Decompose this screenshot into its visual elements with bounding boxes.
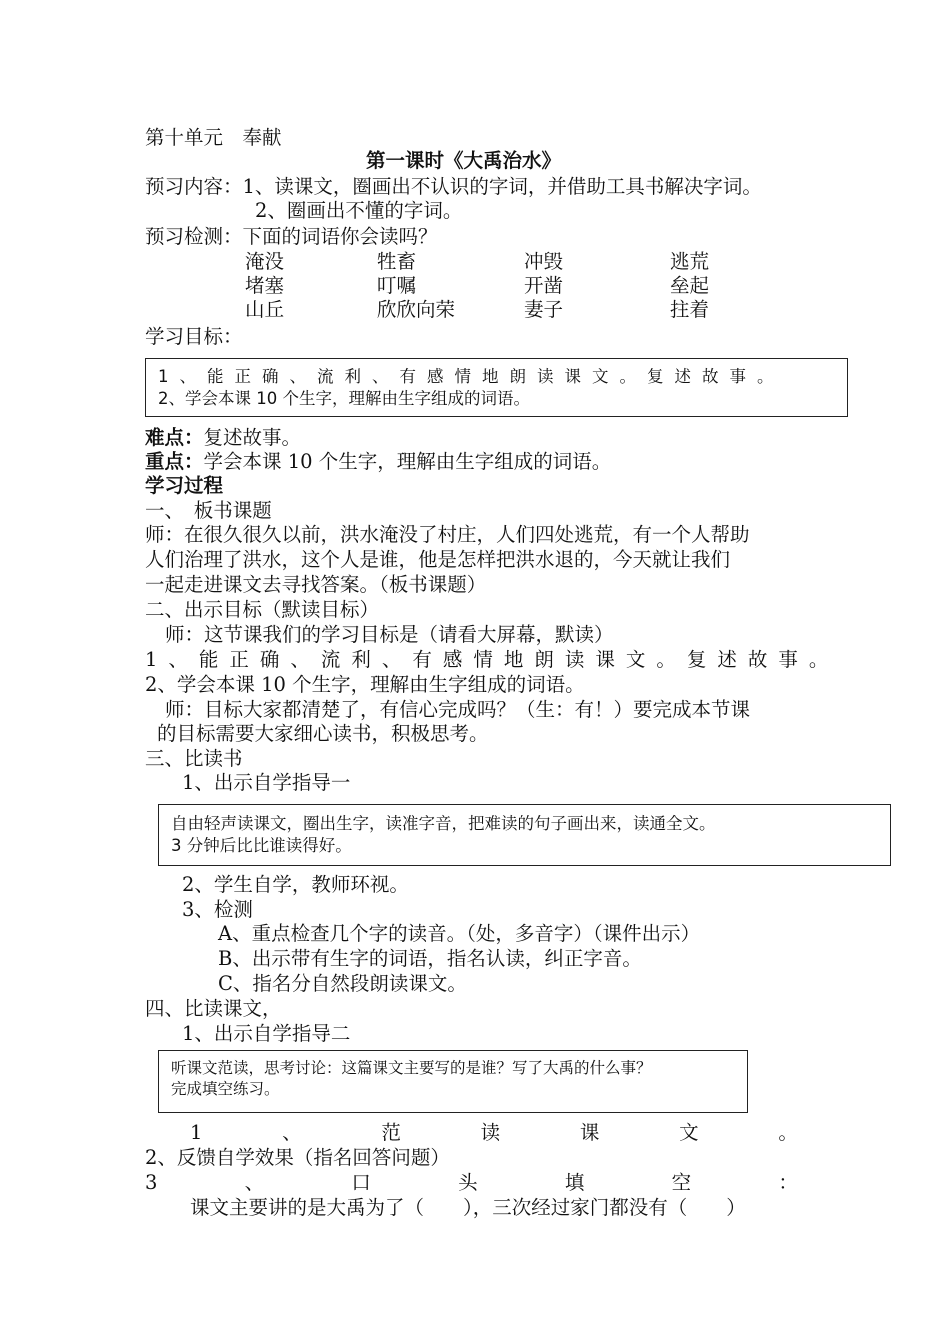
spread-char: 文 bbox=[679, 1121, 699, 1144]
spread-line-fill-blank bbox=[145, 1171, 798, 1195]
goals-box bbox=[145, 358, 848, 417]
goal-line: 2、学会本课 10 个生字，理解由生字组成的词语。 bbox=[145, 673, 585, 696]
paragraph-line: 师：目标大家都清楚了，有信心完成吗？（生：有！）要完成本节课 bbox=[165, 698, 751, 721]
difficulty-label: 难点： bbox=[145, 426, 204, 449]
fill-blank-sentence: 课文主要讲的是大禹为了（ ），三次经过家门都没有（ ） bbox=[190, 1196, 746, 1219]
spread-char: 口 bbox=[351, 1171, 371, 1194]
word-cell: 垒起 bbox=[670, 274, 710, 297]
spread-char: 填 bbox=[564, 1171, 585, 1194]
guide-1-line-1: 自由轻声读课文，圈出生字，读准字音，把难读的句子画出来，读通全文。 bbox=[171, 814, 716, 833]
spread-char: 空 bbox=[671, 1171, 692, 1194]
section-heading: 一、 板书课题 bbox=[145, 499, 272, 522]
goals-box-line-2: 2、学会本课 10 个生字，理解由生字组成的词语。 bbox=[158, 389, 530, 408]
word-cell: 叮嘱 bbox=[377, 274, 417, 297]
check-item: B、出示带有生字的词语，指名认读，纠正字音。 bbox=[218, 947, 642, 970]
unit-title: 第十单元 奉献 bbox=[145, 126, 282, 149]
word-cell: 山丘 bbox=[245, 298, 285, 321]
sub-heading: 2、反馈自学效果（指名回答问题） bbox=[145, 1146, 450, 1169]
word-cell: 淹没 bbox=[245, 250, 285, 273]
goals-label: 学习目标： bbox=[145, 325, 243, 348]
goal-line: 1、能正确、流利、有感情地朗读课文。复述故事。 bbox=[145, 648, 840, 671]
check-item: A、重点检查几个字的读音。（处，多音字）（课件出示） bbox=[218, 922, 701, 945]
word-cell: 冲毁 bbox=[524, 250, 564, 273]
guide-1-line-2: 3 分钟后比比谁读得好。 bbox=[171, 836, 352, 855]
key-point-text: 学会本课 10 个生字，理解由生字组成的词语。 bbox=[203, 450, 612, 473]
word-cell: 开凿 bbox=[524, 274, 564, 297]
spread-line-read-aloud bbox=[190, 1121, 798, 1145]
spread-char: 1 bbox=[190, 1121, 203, 1144]
spread-char: 范 bbox=[381, 1121, 401, 1144]
self-study-guide-2-box bbox=[158, 1050, 748, 1113]
preview-content-2: 2、圈画出不懂的字词。 bbox=[255, 199, 463, 222]
check-item: C、指名分自然段朗读课文。 bbox=[218, 972, 467, 995]
spread-char: 、 bbox=[282, 1121, 302, 1144]
key-point-label: 重点： bbox=[145, 450, 204, 473]
spread-char: 。 bbox=[778, 1121, 798, 1144]
spread-char: 3 bbox=[145, 1171, 158, 1194]
spread-char: 头 bbox=[458, 1171, 478, 1194]
sub-heading: 1、出示自学指导一 bbox=[182, 771, 351, 794]
key-point-line bbox=[145, 450, 611, 474]
guide-2-line-1: 听课文范读，思考讨论：这篇课文主要写的是谁？写了大禹的什么事？ bbox=[171, 1059, 652, 1077]
preview-content-1: 预习内容：1、读课文，圈画出不认识的字词，并借助工具书解决字词。 bbox=[145, 175, 762, 198]
spread-char: 、 bbox=[244, 1171, 265, 1194]
process-title: 学习过程 bbox=[145, 474, 224, 497]
difficulty-line bbox=[145, 426, 301, 450]
paragraph-line: 一起走进课文去寻找答案。（板书课题） bbox=[145, 573, 487, 596]
section-heading: 二、出示目标（默读目标） bbox=[145, 598, 380, 621]
spread-char: ： bbox=[778, 1171, 798, 1194]
word-cell: 逃荒 bbox=[670, 250, 710, 273]
spread-char: 读 bbox=[480, 1121, 501, 1144]
sub-heading: 1、出示自学指导二 bbox=[182, 1022, 351, 1045]
paragraph-line: 师：在很久很久以前，洪水淹没了村庄，人们四处逃荒，有一个人帮助 bbox=[145, 523, 750, 546]
guide-2-line-2: 完成填空练习。 bbox=[171, 1080, 280, 1098]
paragraph-line: 人们治理了洪水，这个人是谁，他是怎样把洪水退的，今天就让我们 bbox=[145, 548, 731, 571]
word-cell: 妻子 bbox=[524, 298, 564, 321]
word-cell: 拄着 bbox=[670, 298, 710, 321]
lesson-title: 第一课时《大禹治水》 bbox=[366, 149, 562, 172]
word-cell: 堵塞 bbox=[245, 274, 285, 297]
difficulty-text: 复述故事。 bbox=[203, 426, 302, 449]
word-cell: 欣欣向荣 bbox=[377, 298, 456, 321]
paragraph-line: 的目标需要大家细心读书，积极思考。 bbox=[157, 722, 489, 745]
preview-check: 预习检测：下面的词语你会读吗？ bbox=[145, 225, 438, 248]
section-heading: 三、比读书 bbox=[145, 747, 243, 770]
sub-heading: 3、检测 bbox=[182, 898, 253, 921]
self-study-guide-1-box bbox=[158, 804, 891, 866]
paragraph-line: 师：这节课我们的学习目标是（请看大屏幕，默读） bbox=[165, 623, 614, 646]
goals-box-line-1: 1、能正确、流利、有感情地朗读课文。复述故事。 bbox=[158, 367, 785, 386]
sub-heading: 2、学生自学，教师环视。 bbox=[182, 873, 409, 896]
section-heading: 四、比读课文， bbox=[145, 997, 282, 1020]
word-cell: 牲畜 bbox=[377, 250, 417, 273]
spread-char: 课 bbox=[579, 1121, 600, 1144]
